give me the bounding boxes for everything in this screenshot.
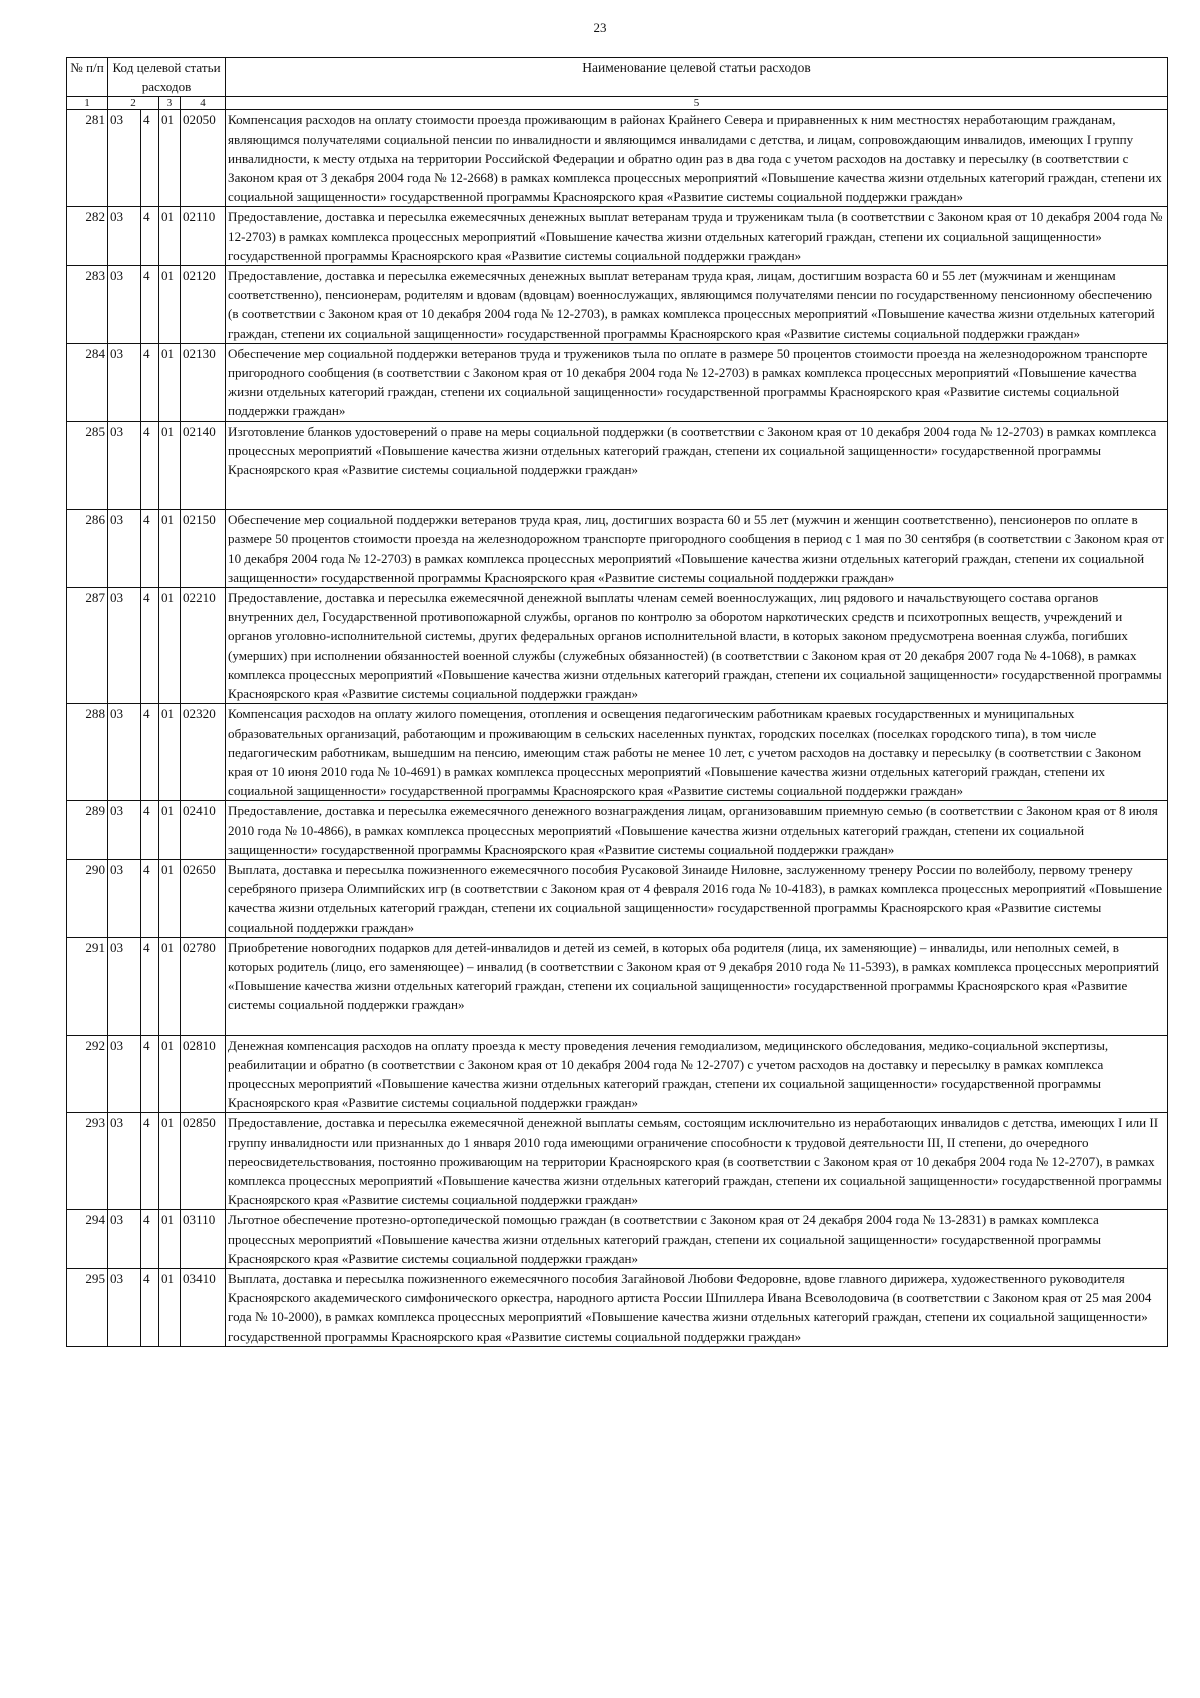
row-number: 293 bbox=[67, 1113, 108, 1210]
code-part-1: 03 bbox=[108, 859, 141, 937]
row-number: 289 bbox=[67, 801, 108, 860]
row-number: 281 bbox=[67, 110, 108, 207]
row-description: Компенсация расходов на оплату стоимости проезда проживающим в районах Крайнего Севера и приравненных к ним местностях неработающим гражданам, являющимся получателями социальной пенсии по инвалидности и являющимся инвалидами с детства, и лицам, сопровождающим инвалидов, имеющих I группу инвалидности, к месту отдыха на территории Российской Федерации и обратно один раз в два года с учетом расходов на доставку и пересылку (в соответствии с Законом края от 3 декабря 2004 года № 12-2668) в рамках комплекса процессных мероприятий «Повышение качества жизни отдельных категорий граждан, степени их социальной защищенности» государственной программы Красноярского края «Развитие системы социальной поддержки граждан» bbox=[226, 110, 1168, 207]
code-part-1: 03 bbox=[108, 1210, 141, 1269]
code-part-4: 02320 bbox=[181, 704, 226, 801]
code-part-4: 03110 bbox=[181, 1210, 226, 1269]
code-part-1: 03 bbox=[108, 1268, 141, 1346]
code-part-3: 01 bbox=[159, 704, 181, 801]
table-row bbox=[67, 1210, 1168, 1269]
column-numbers-row bbox=[67, 97, 1168, 110]
code-part-4: 02850 bbox=[181, 1113, 226, 1210]
row-number: 283 bbox=[67, 266, 108, 344]
code-part-4: 02810 bbox=[181, 1035, 226, 1113]
row-number: 287 bbox=[67, 588, 108, 704]
table-row bbox=[67, 801, 1168, 860]
code-part-2: 4 bbox=[141, 510, 159, 588]
code-part-2: 4 bbox=[141, 1210, 159, 1269]
row-number: 295 bbox=[67, 1268, 108, 1346]
row-description: Денежная компенсация расходов на оплату проезда к месту проведения лечения гемодиализом, медицинского обследования, медико-социальной экспертизы, реабилитации и обратно (в соответствии с Законом края от 10 декабря 2004 года № 12-2707) с учетом расходов на доставку и пересылку в рамках комплекса процессных мероприятий «Повышение качества жизни отдельных категорий граждан, степени их социальной защищенности» государственной программы Красноярского края «Развитие системы социальной поддержки граждан» bbox=[226, 1035, 1168, 1113]
row-description: Предоставление, доставка и пересылка ежемесячного денежного вознаграждения лицам, организовавшим приемную семью (в соответствии с Законом края от 8 июля 2010 года № 10-4866), в рамках комплекса процессных мероприятий «Повышение качества жизни отдельных категорий граждан, степени их социальной защищенности» государственной программы Красноярского края «Развитие системы социальной поддержки граждан» bbox=[226, 801, 1168, 860]
code-part-1: 03 bbox=[108, 510, 141, 588]
table-row bbox=[67, 110, 1168, 207]
header-row bbox=[67, 58, 1168, 97]
table-row bbox=[67, 343, 1168, 421]
code-part-1: 03 bbox=[108, 1035, 141, 1113]
code-part-2: 4 bbox=[141, 207, 159, 266]
code-part-2: 4 bbox=[141, 110, 159, 207]
table-body bbox=[67, 110, 1168, 1346]
code-part-3: 01 bbox=[159, 207, 181, 266]
column-number: 3 bbox=[159, 97, 181, 110]
code-part-2: 4 bbox=[141, 859, 159, 937]
code-part-2: 4 bbox=[141, 937, 159, 1035]
row-description: Предоставление, доставка и пересылка ежемесячной денежной выплаты членам семей военнослужащих, лиц рядового и начальствующего состава органов внутренних дел, Государственной противопожарной службы, органов по контролю за оборотом наркотических средств и психотропных веществ, учреждений и органов уголовно-исполнительной системы, других федеральных органов исполнительной власти, в которых законом предусмотрена военная служба, погибших (умерших) при исполнении обязанностей военной службы (служебных обязанностей) (в соответствии с Законом края от 20 декабря 2007 года № 4-1068), в рамках комплекса процессных мероприятий «Повышение качества жизни отдельных категорий граждан, степени их социальной защищенности» государственной программы Красноярского края «Развитие системы социальной поддержки граждан» bbox=[226, 588, 1168, 704]
row-description: Компенсация расходов на оплату жилого помещения, отопления и освещения педагогическим работникам краевых государственных и муниципальных образовательных организаций, работающим и проживающим в сельских населенных пунктах, городских поселках (поселках городского типа), в том числе педагогическим работникам, вышедшим на пенсию, имеющим стаж работы не менее 10 лет, с учетом расходов на доставку и пересылку (в соответствии с Законом края от 10 июня 2010 года № 10-4691) в рамках комплекса процессных мероприятий «Повышение качества жизни отдельных категорий граждан, степени их социальной защищенности» государственной программы Красноярского края «Развитие системы социальной поддержки граждан» bbox=[226, 704, 1168, 801]
code-part-1: 03 bbox=[108, 266, 141, 344]
row-number: 291 bbox=[67, 937, 108, 1035]
code-part-1: 03 bbox=[108, 421, 141, 510]
code-part-3: 01 bbox=[159, 1113, 181, 1210]
code-part-4: 02150 bbox=[181, 510, 226, 588]
code-part-4: 02210 bbox=[181, 588, 226, 704]
code-part-3: 01 bbox=[159, 937, 181, 1035]
table-row bbox=[67, 704, 1168, 801]
code-part-2: 4 bbox=[141, 704, 159, 801]
table-row bbox=[67, 1113, 1168, 1210]
code-part-3: 01 bbox=[159, 1268, 181, 1346]
row-number: 285 bbox=[67, 421, 108, 510]
table-row bbox=[67, 510, 1168, 588]
code-part-4: 02050 bbox=[181, 110, 226, 207]
row-description: Предоставление, доставка и пересылка ежемесячных денежных выплат ветеранам труда и труженикам тыла (в соответствии с Законом края от 10 декабря 2004 года № 12-2703) в рамках комплекса процессных мероприятий «Повышение качества жизни отдельных категорий граждан, степени их социальной защищенности» государственной программы Красноярского края «Развитие системы социальной поддержки граждан» bbox=[226, 207, 1168, 266]
row-number: 288 bbox=[67, 704, 108, 801]
row-description: Обеспечение мер социальной поддержки ветеранов труда края, лиц, достигших возраста 60 и 55 лет (мужчин и женщин соответственно), пенсионеров по оплате в размере 50 процентов стоимости проезда на железнодорожном транспорте пригородного сообщения в период с 1 мая по 30 сентября (в соответствии с Законом края от 10 декабря 2004 года № 12-2703) в рамках комплекса процессных мероприятий «Повышение качества жизни отдельных категорий граждан, степени их социальной защищенности» государственной программы Красноярского края «Развитие системы социальной поддержки граждан» bbox=[226, 510, 1168, 588]
code-part-2: 4 bbox=[141, 421, 159, 510]
row-number: 284 bbox=[67, 343, 108, 421]
code-part-2: 4 bbox=[141, 266, 159, 344]
code-part-4: 02410 bbox=[181, 801, 226, 860]
code-part-1: 03 bbox=[108, 1113, 141, 1210]
page-number: 23 bbox=[593, 20, 607, 35]
code-part-3: 01 bbox=[159, 1210, 181, 1269]
code-part-3: 01 bbox=[159, 343, 181, 421]
row-description: Выплата, доставка и пересылка пожизненного ежемесячного пособия Загайновой Любови Федоровне, вдове главного дирижера, художественного руководителя Красноярского академического симфонического оркестра, народного артиста России Шпиллера Ивана Всеволодовича (в соответствии с Законом края от 25 мая 2004 года № 10-2000), в рамках комплекса процессных мероприятий «Повышение качества жизни отдельных категорий граждан, степени их социальной защищенности» государственной программы Красноярского края «Развитие системы социальной поддержки граждан» bbox=[226, 1268, 1168, 1346]
table-row bbox=[67, 266, 1168, 344]
code-part-4: 03410 bbox=[181, 1268, 226, 1346]
code-part-2: 4 bbox=[141, 1113, 159, 1210]
row-number: 282 bbox=[67, 207, 108, 266]
row-number: 290 bbox=[67, 859, 108, 937]
code-part-2: 4 bbox=[141, 1268, 159, 1346]
code-part-4: 02110 bbox=[181, 207, 226, 266]
code-part-3: 01 bbox=[159, 510, 181, 588]
code-part-2: 4 bbox=[141, 801, 159, 860]
row-description: Изготовление бланков удостоверений о праве на меры социальной поддержки (в соответствии с Законом края от 10 декабря 2004 года № 12-2703) в рамках комплекса процессных мероприятий «Повышение качества жизни отдельных категорий граждан, степени их социальной защищенности» государственной программы Красноярского края «Развитие системы социальной поддержки граждан» bbox=[226, 421, 1168, 510]
code-part-1: 03 bbox=[108, 343, 141, 421]
header-name: Наименование целевой статьи расходов bbox=[226, 58, 1168, 97]
table-row bbox=[67, 937, 1168, 1035]
code-part-3: 01 bbox=[159, 588, 181, 704]
table-row bbox=[67, 1035, 1168, 1113]
code-part-2: 4 bbox=[141, 343, 159, 421]
row-description: Выплата, доставка и пересылка пожизненного ежемесячного пособия Русаковой Зинаиде Ниловне, заслуженному тренеру России по волейболу, первому тренеру серебряного призера Олимпийских игр (в соответствии с Законом края от 4 февраля 2016 года № 10-4183), в рамках комплекса процессных мероприятий «Повышение качества жизни отдельных категорий граждан, степени их социальной защищенности» государственной программы Красноярского края «Развитие системы социальной поддержки граждан» bbox=[226, 859, 1168, 937]
code-part-3: 01 bbox=[159, 266, 181, 344]
code-part-1: 03 bbox=[108, 207, 141, 266]
header-number: № п/п bbox=[67, 58, 108, 97]
header-code: Код целевой статьи расходов bbox=[108, 58, 226, 97]
code-part-4: 02650 bbox=[181, 859, 226, 937]
code-part-4: 02120 bbox=[181, 266, 226, 344]
code-part-4: 02140 bbox=[181, 421, 226, 510]
code-part-4: 02780 bbox=[181, 937, 226, 1035]
code-part-4: 02130 bbox=[181, 343, 226, 421]
row-description: Предоставление, доставка и пересылка ежемесячных денежных выплат ветеранам труда края, лицам, достигшим возраста 60 и 55 лет (мужчинам и женщинам соответственно), пенсионерам, родителям и вдовам (вдовцам) военнослужащих, являющимся получателями пенсии по государственному пенсионному обеспечению (в соответствии с Законом края от 10 декабря 2004 года № 12-2703), в рамках комплекса процессных мероприятий «Повышение качества жизни отдельных категорий граждан, степени их социальной защищенности» государственной программы Красноярского края «Развитие системы социальной поддержки граждан» bbox=[226, 266, 1168, 344]
code-part-3: 01 bbox=[159, 110, 181, 207]
code-part-3: 01 bbox=[159, 801, 181, 860]
code-part-3: 01 bbox=[159, 421, 181, 510]
column-number: 5 bbox=[226, 97, 1168, 110]
row-number: 292 bbox=[67, 1035, 108, 1113]
row-number: 294 bbox=[67, 1210, 108, 1269]
code-part-1: 03 bbox=[108, 588, 141, 704]
row-description: Льготное обеспечение протезно-ортопедической помощью граждан (в соответствии с Законом края от 24 декабря 2004 года № 13-2831) в рамках комплекса процессных мероприятий «Повышение качества жизни отдельных категорий граждан, степени их социальной защищенности» государственной программы Красноярского края «Развитие системы социальной поддержки граждан» bbox=[226, 1210, 1168, 1269]
code-part-3: 01 bbox=[159, 859, 181, 937]
column-number: 1 bbox=[67, 97, 108, 110]
code-part-2: 4 bbox=[141, 588, 159, 704]
table-row bbox=[67, 859, 1168, 937]
code-part-1: 03 bbox=[108, 704, 141, 801]
column-number: 4 bbox=[181, 97, 226, 110]
column-number: 2 bbox=[108, 97, 159, 110]
code-part-3: 01 bbox=[159, 1035, 181, 1113]
table-row bbox=[67, 588, 1168, 704]
code-part-1: 03 bbox=[108, 801, 141, 860]
table-row bbox=[67, 421, 1168, 510]
table-row bbox=[67, 1268, 1168, 1346]
row-description: Приобретение новогодних подарков для детей-инвалидов и детей из семей, в которых оба родителя (лица, их заменяющие) – инвалиды, или неполных семей, в которых родитель (лицо, его заменяющее) – инвалид (в соответствии с Законом края от 9 декабря 2010 года № 11-5393), в рамках комплекса процессных мероприятий «Повышение качества жизни отдельных категорий граждан, степени их социальной защищенности» государственной программы Красноярского края «Развитие системы социальной поддержки граждан» bbox=[226, 937, 1168, 1035]
code-part-1: 03 bbox=[108, 110, 141, 207]
table-row bbox=[67, 207, 1168, 266]
row-description: Предоставление, доставка и пересылка ежемесячной денежной выплаты семьям, состоящим исключительно из неработающих инвалидов с детства, имеющих I или II группу инвалидности или признанных до 1 января 2010 года имеющими ограничение способности к трудовой деятельности III, II степени, до очередного переосвидетельствования, постоянно проживающим на территории Красноярского края (в соответствии с Законом края от 10 декабря 2004 года № 12-2707), в рамках комплекса процессных мероприятий «Повышение качества жизни отдельных категорий граждан, степени их социальной защищенности» государственной программы Красноярского края «Развитие системы социальной поддержки граждан» bbox=[226, 1113, 1168, 1210]
budget-table bbox=[66, 57, 1168, 1347]
code-part-1: 03 bbox=[108, 937, 141, 1035]
code-part-2: 4 bbox=[141, 1035, 159, 1113]
row-number: 286 bbox=[67, 510, 108, 588]
row-description: Обеспечение мер социальной поддержки ветеранов труда и тружеников тыла по оплате в размере 50 процентов стоимости проезда на железнодорожном транспорте пригородного сообщения (в соответствии с Законом края от 10 декабря 2004 года № 12-2703) в рамках комплекса процессных мероприятий «Повышение качества жизни отдельных категорий граждан, степени их социальной защищенности» государственной программы Красноярского края «Развитие системы социальной поддержки граждан» bbox=[226, 343, 1168, 421]
